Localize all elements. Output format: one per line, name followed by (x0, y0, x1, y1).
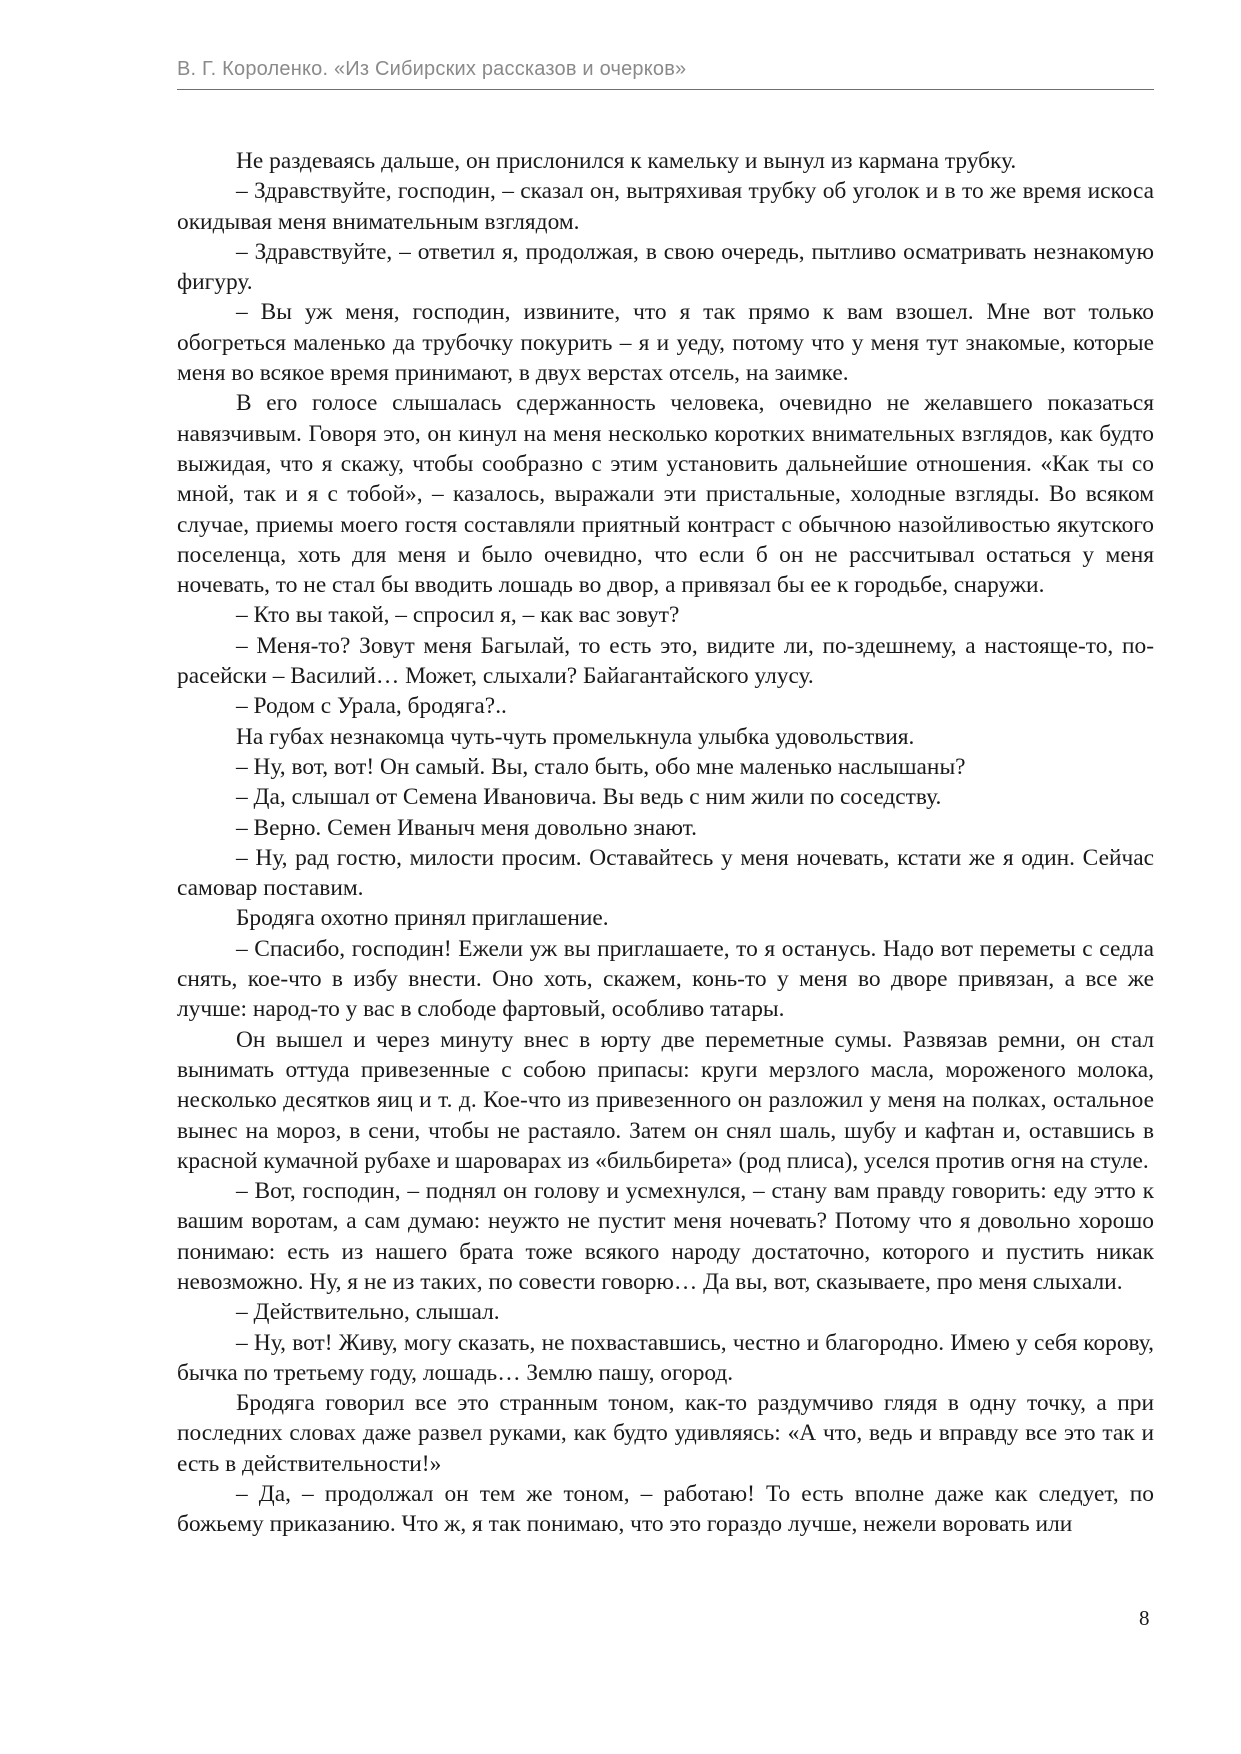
paragraph: В его голосе слышалась сдержанность человека, очевидно не желавшего показаться навязчивым. Говоря это, он кинул на меня несколько коротких внимательных взглядов, как будто выжидая, что я скажу, чтобы сообразно с этим установить дальнейшие отношения. «Как ты со мной, так и я с тобой», – казалось, выражали эти пристальные, холодные взгляды. Во всяком случае, приемы моего гостя составляли приятный контраст с обычною назойливостью якутского поселенца, хоть для меня и было очевидно, что если б он не рассчитывал остаться у меня ночевать, то не стал бы вводить лошадь во двор, а привязал бы ее к городьбе, снаружи. (177, 390, 1154, 599)
paragraph: – Кто вы такой, – спросил я, – как вас зовут? (236, 602, 680, 629)
paragraph: – Да, слышал от Семена Ивановича. Вы ведь с ним жили по соседству. (236, 784, 942, 811)
paragraph: – Ну, вот! Живу, могу сказать, не похвастaвшись, честно и благородно. Имею у себя корову, бычка по третьему году, лошадь… Землю пашу, огород. (177, 1329, 1154, 1386)
running-header: В. Г. Короленко. «Из Сибирских рассказов и очерков» (177, 58, 687, 80)
paragraph: – Да, – продолжал он тем же тоном, – работаю! То есть вполне даже как следует, по божьему приказанию. Что ж, я так понимаю, что это гораздо лучше, нежели воровать или (177, 1481, 1154, 1538)
paragraph: – Меня-то? Зовут меня Багылай, то есть это, видите ли, по-здешнему, а настояще-то, по-расейски – Василий… Может, слыхали? Байагантайского улусу. (177, 632, 1154, 690)
paragraph: Он вышел и через минуту внес в юрту две переметные сумы. Развязав ремни, он стал вынимать оттуда привезенные с собою припасы: круги мерзлого масла, мороженого молока, несколько десятков яиц и т. д. Кое-что из привезенного он разложил у меня на полках, остальное вынес на мороз, в сени, чтобы не растаяло. Затем он снял шаль, шубу и кафтан и, оставшись в красной кумачной рубахе и шароварах из «бильбирета» (род плиса), уселся против огня на стуле. (177, 1026, 1154, 1174)
paragraph: Не раздеваясь дальше, он прислонился к камельку и вынул из кармана трубку. (236, 148, 1017, 174)
paragraph: – Родом с Урала, бродяга?.. (236, 693, 507, 720)
page-number: 8 (1139, 1606, 1150, 1630)
paragraph: – Здравствуйте, господин, – сказал он, вытряхивая трубку об уголок и в то же время искоса окидывая меня внимательным взглядом. (177, 178, 1154, 235)
page-body (177, 146, 1154, 1540)
paragraph: – Ну, рад гостю, милости просим. Оставайтесь у меня ночевать, кстати же я один. Сейчас самовар поставим. (177, 844, 1154, 902)
paragraph: – Верно. Семен Иваныч меня довольно знают. (236, 814, 697, 841)
paragraph: На губах незнакомца чуть-чуть промелькнула улыбка удовольствия. (236, 723, 915, 750)
paragraph: – Ну, вот, вот! Он самый. Вы, стало быть, обо мне маленько наслышаны? (236, 753, 966, 780)
paragraph: Бродяга охотно принял приглашение. (236, 905, 609, 932)
paragraph: – Вы уж меня, господин, извините, что я так прямо к вам взошел. Мне вот только обогреться маленько да трубочку покурить – я и уеду, потому что у меня тут знакомые, которые меня во всякое время принимают, в двух верстах отсель, на заимке. (177, 299, 1154, 387)
header-divider (177, 89, 1154, 90)
paragraph: Бродяга говорил все это странным тоном, как-то раздумчиво глядя в одну точку, а при последних словах даже развел руками, как будто удивляясь: «А что, ведь и вправду все это так и есть в действительности!» (177, 1390, 1154, 1477)
paragraph: – Вот, господин, – поднял он голову и усмехнулся, – стану вам правду говорить: еду этто к вашим воротам, а сам думаю: неужто не пустит меня ночевать? Потому что я довольно хорошо понимаю: есть из нашего брата тоже всякого народу достаточно, которого и пустить никак невозможно. Ну, я не из таких, по совести говорю… Да вы, вот, сказываете, про меня слыхали. (177, 1178, 1154, 1295)
paragraph: – Действительно, слышал. (236, 1299, 500, 1326)
paragraph: – Здравствуйте, – ответил я, продолжая, в свою очередь, пытливо осматривать незнакомую фигуру. (177, 238, 1154, 296)
paragraph: – Спасибо, господин! Ежели уж вы приглашаете, то я останусь. Надо вот переметы с седла снять, кое-что в избу внести. Оно хоть, скажем, конь-то у меня во дворе привязан, а все же лучше: народ-то у вас в слободе фартовый, особливо татары. (177, 935, 1154, 1023)
